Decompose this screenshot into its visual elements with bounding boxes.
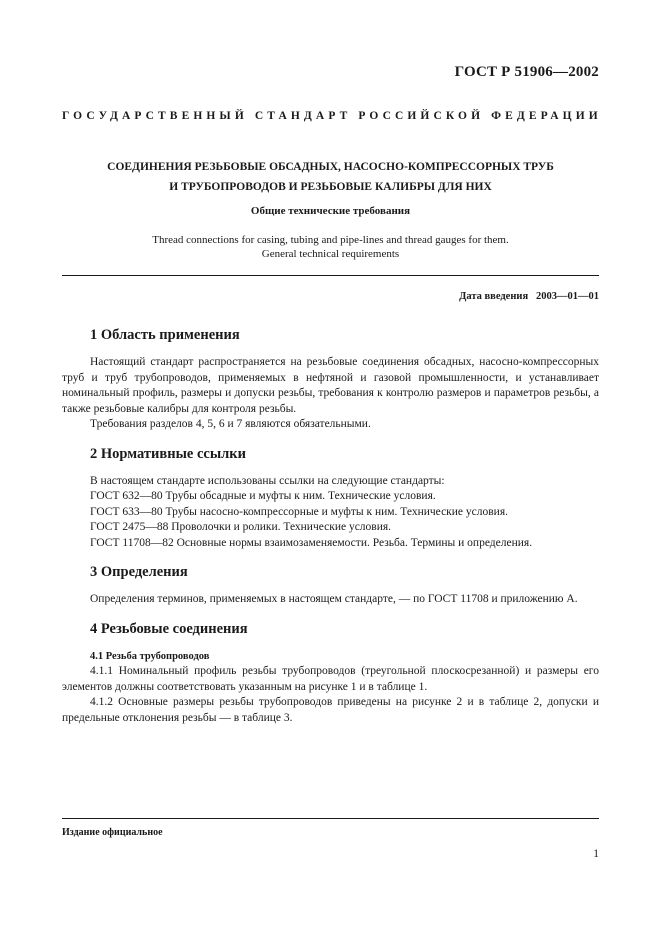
reference-item: ГОСТ 11708—82 Основные нормы взаимозаменяемости. Резьба. Термины и определения. — [90, 536, 533, 549]
section-heading: 1 Область применения — [90, 327, 240, 343]
paragraph: В настоящем стандарте использованы ссылки на следующие стандарты: — [90, 474, 445, 487]
section-heading: 2 Нормативные ссылки — [90, 445, 246, 462]
paragraph: Настоящий стандарт распространяется на резьбовые соединения обсадных, насосно-компрессорных труб и труб трубопроводов, применяемых в нефтяной и газовой промышленности, и устанавливает номинальный профиль, размеры и допуски резьбы, требования к контролю размеров и параметров резьбы, а также резьбовые калибры для контроля резьбы. — [62, 356, 599, 415]
section-threaded-connections — [62, 619, 599, 727]
title-line-2: И ТРУБОПРОВОДОВ И РЕЗЬБОВЫЕ КАЛИБРЫ ДЛЯ НИХ — [169, 181, 492, 193]
paragraph: Требования разделов 4, 5, 6 и 7 являются обязательными. — [90, 418, 371, 430]
standard-number: ГОСТ Р 51906—2002 — [454, 64, 599, 80]
english-title — [62, 233, 599, 261]
document-body — [62, 325, 599, 737]
document-title — [62, 157, 599, 197]
intro-date-label: Дата введения — [459, 291, 529, 302]
paragraph: Определения терминов, применяемых в настоящем стандарте, — по ГОСТ 11708 и приложению А. — [90, 593, 578, 605]
subsection-heading: 4.1 Резьба трубопроводов — [90, 650, 210, 662]
section-scope — [62, 325, 599, 433]
intro-date-value: 2003—01—01 — [536, 291, 599, 302]
document-subtitle: Общие технические требования — [250, 205, 411, 217]
official-edition-note: Издание официальное — [62, 818, 599, 838]
title-divider — [62, 275, 599, 276]
section-heading: 4 Резьбовые соединения — [90, 620, 248, 637]
introduction-date — [459, 291, 599, 302]
english-title-line-1: Thread connections for casing, tubing and pipe-lines and thread gauges for them. — [152, 234, 509, 246]
state-standard-heading: ГОСУДАРСТВЕННЫЙ СТАНДАРТ РОССИЙСКОЙ ФЕДЕРАЦИИ — [62, 110, 602, 122]
english-title-line-2: General technical requirements — [261, 248, 400, 260]
title-line-1: СОЕДИНЕНИЯ РЕЗЬБОВЫЕ ОБСАДНЫХ, НАСОСНО-КОМПРЕССОРНЫХ ТРУБ — [107, 161, 554, 173]
section-normative-references — [62, 444, 599, 552]
paragraph: 4.1.2 Основные размеры резьбы трубопроводов приведены на рисунке 2 и в таблице 2, допуски и предельные отклонения резьбы — в таблице 3. — [62, 696, 599, 724]
reference-item: ГОСТ 632—80 Трубы обсадные и муфты к ним. Технические условия. — [90, 490, 436, 502]
paragraph: 4.1.1 Номинальный профиль резьбы трубопроводов (треугольной плоскосрезанной) и размеры его элементов должны соответствовать указанным на рисунке 1 и в таблице 1. — [62, 665, 599, 693]
section-definitions — [62, 562, 599, 608]
page-number: 1 — [593, 848, 599, 860]
section-heading: 3 Определения — [90, 564, 188, 580]
reference-item: ГОСТ 2475—88 Проволочки и ролики. Технические условия. — [90, 521, 392, 533]
reference-item: ГОСТ 633—80 Трубы насосно-компрессорные и муфты к ним. Технические условия. — [90, 505, 508, 518]
